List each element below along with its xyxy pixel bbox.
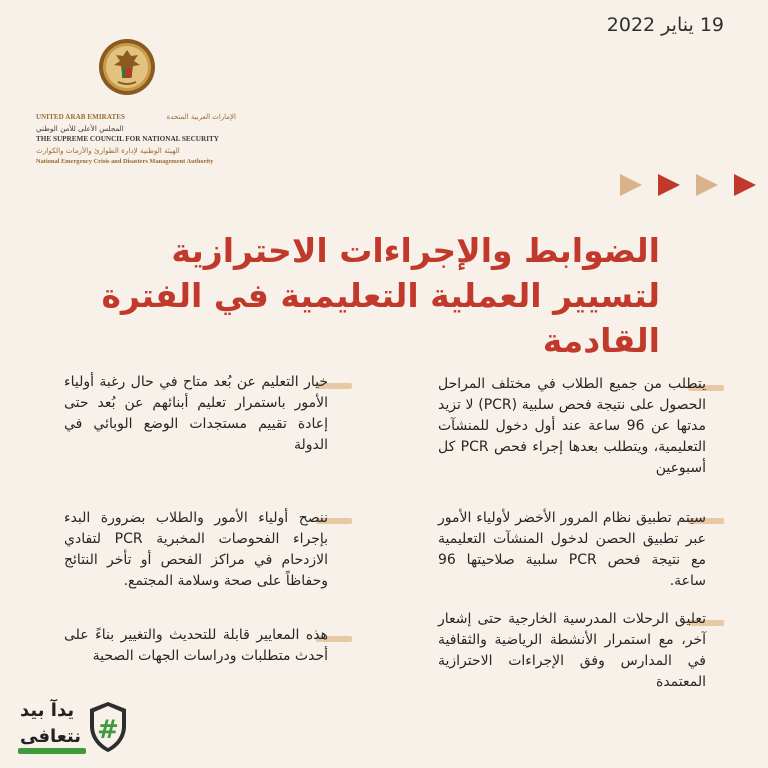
logo-country-en: UNITED ARAB EMIRATES: [36, 113, 125, 121]
logo-authority-en: National Emergency Crisis and Disasters Management Authority: [36, 158, 214, 165]
logo-text-lines: [36, 112, 236, 167]
shield-hashtag-icon: [86, 700, 130, 754]
guideline-item-green-pass: سيتم تطبيق نظام المرور الأخضر لأولياء الأمور عبر تطبيق الحصن لدخول المنشآت التعليمية مع نتيجة فحص PCR سلبية صلاحيتها 96 ساعة.: [438, 510, 707, 589]
logo-country-ar: الإمارات العربية المتحدة: [166, 113, 236, 121]
logo-authority-ar: الهيئة الوطنية لإدارة الطوارئ والأزمات والكوارث: [36, 146, 180, 155]
uae-falcon-emblem-icon: [98, 38, 156, 96]
logo-council-en: THE SUPREME COUNCIL FOR NATIONAL SECURITY: [36, 135, 219, 143]
arrow-tan-icon: [688, 172, 722, 198]
arrow-tan-icon: [612, 172, 646, 198]
logo-row-country: [36, 112, 236, 123]
date-label: 19 يناير 2022: [606, 14, 724, 36]
campaign-line2: نتعافى: [20, 726, 82, 747]
guideline-item-trips: تعليق الرحلات المدرسية الخارجية حتى إشعار آخر، مع استمرار الأنشطة الرياضية والثقافية في المدارس وفق الإجراءات الاحترازية المعتمدة: [438, 611, 706, 690]
arrow-red-icon: [726, 172, 760, 198]
campaign-underline: [18, 748, 86, 754]
campaign-line1: يدآ بيد: [20, 700, 75, 721]
logo-council-ar: المجلس الأعلى للأمن الوطني: [36, 124, 124, 133]
guideline-item-pcr-advice: ننصح أولياء الأمور والطلاب بضرورة البدء بإجراء الفحوصات المخبرية PCR لتفادي الازدحام في مراكز الفحص أو تأخر النتائج وحفاظاً على صحة وسلامة المجتمع.: [64, 510, 329, 589]
arrow-red-icon: [650, 172, 684, 198]
recover-together-logo: [14, 698, 132, 758]
guideline-item-updates: هذه المعايير قابلة للتحديث والتغيير بناءً على أحدث متطلبات ودراسات الجهات الصحية: [64, 627, 328, 664]
page-title: الضوابط والإجراءات الاحترازية لتسيير العملية التعليمية في الفترة القادمة: [101, 231, 660, 360]
guideline-item-pcr-students: يتطلب من جميع الطلاب في مختلف المراحل الحصول على نتيجة فحص سلبية (PCR) لا تزيد مدتها عن 96 ساعة عند أول دخول للمنشآت التعليمية، ويتطلب بعدها إجراء فحص PCR كل أسبوعين: [438, 376, 706, 476]
guideline-item-remote-learning: خيار التعليم عن بُعد متاح في حال رغبة أولياء الأمور باستمرار تعليم أبنائهم عن بُعد حتى إعادة تقييم مستجدات الوضع الوبائي في الدولة: [64, 374, 328, 453]
hashtag-glyph: #: [97, 715, 119, 745]
arrow-decoration: [612, 172, 760, 198]
